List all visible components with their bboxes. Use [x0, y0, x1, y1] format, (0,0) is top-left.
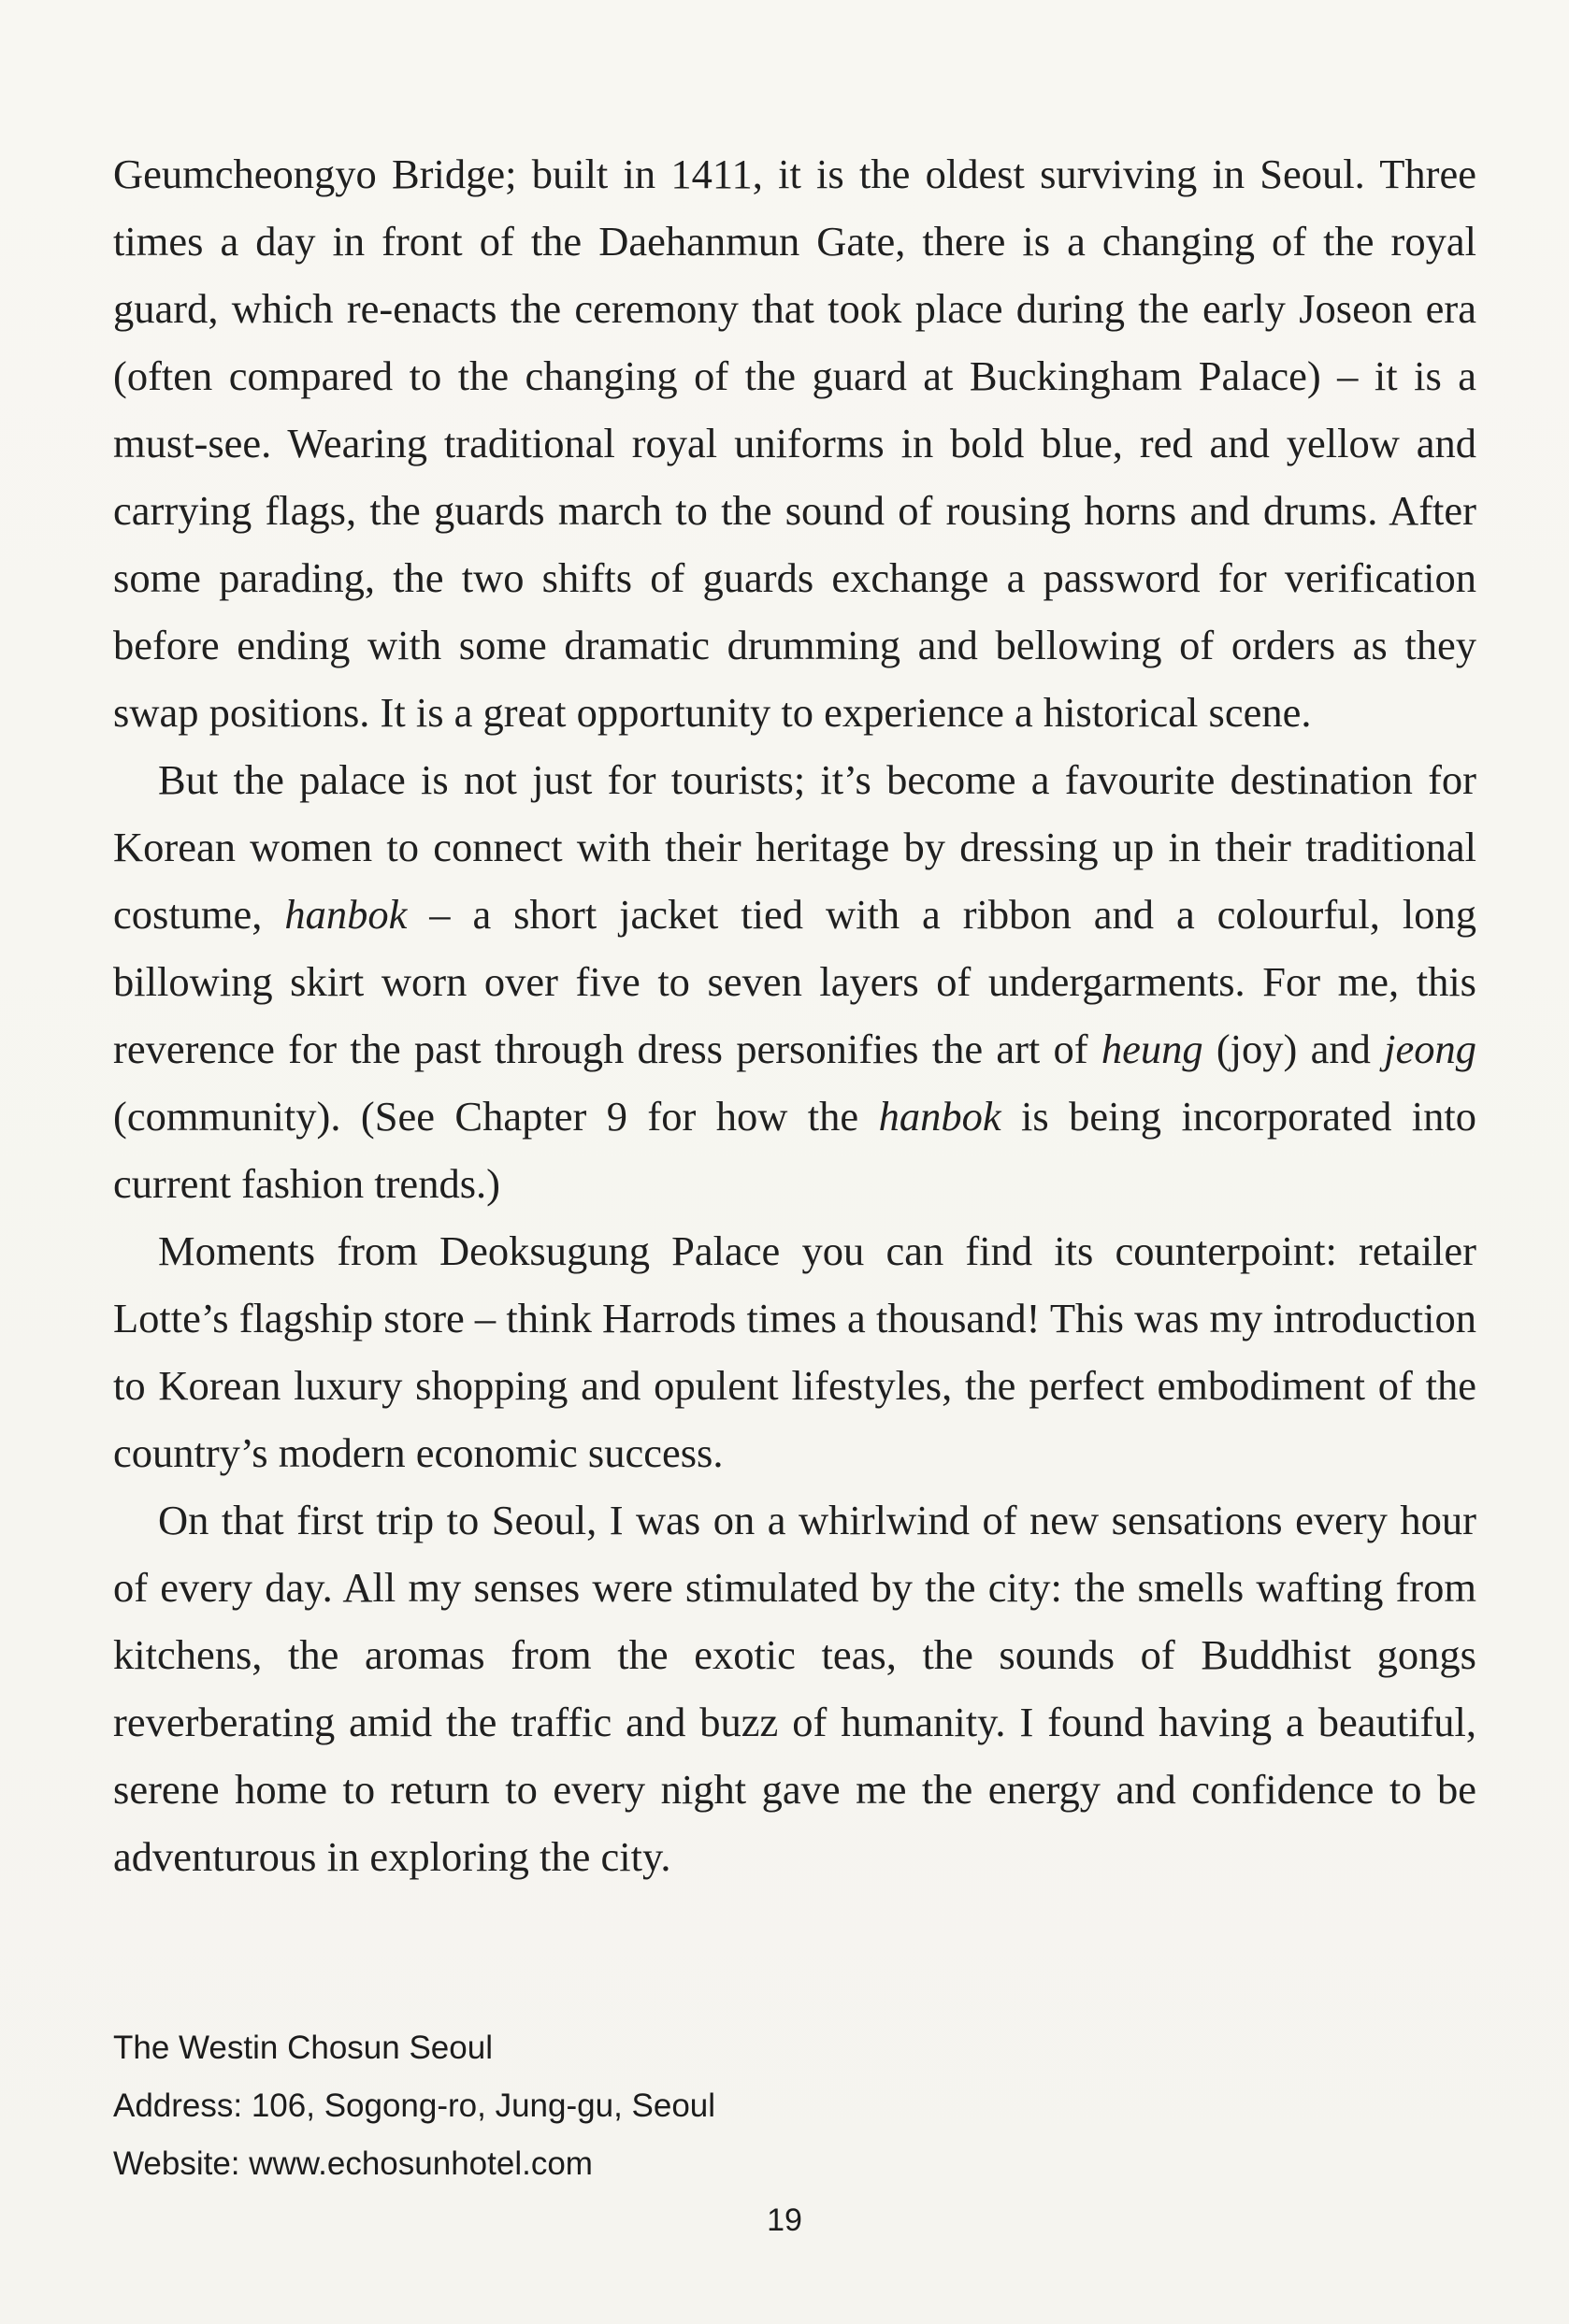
text-segment: Moments from Deoksugung Palace you can find its counterpoint: retailer Lotte’s flagship store – think Harrods times a thousand! This was my introduction to Korean luxury shopping and opulent lifestyles, the perfect embodiment of the country’s modern economic success. — [113, 1227, 1476, 1476]
italic-term: jeong — [1384, 1026, 1476, 1072]
italic-term: heung — [1101, 1026, 1203, 1072]
text-segment: Geumcheongyo Bridge; built in 1411, it is the oldest surviving in Seoul. Three times a day in front of the Daehanmun Gate, there is a changing of the royal guard, which re-enacts the ceremony that took place during the early Joseon era (often compared to the changing of the guard at Buckingham Palace) – it is a must-see. Wearing traditional royal uniforms in bold blue, red and yellow and carrying flags, the guards march to the sound of rousing horns and drums. After some parading, the two shifts of guards exchange a password for verification before ending with some dramatic drumming and bellowing of orders as they swap positions. It is a great opportunity to experience a historical scene. — [113, 151, 1476, 736]
page-number: 19 — [767, 2202, 802, 2238]
paragraph — [113, 140, 1476, 746]
text-segment: is being incorporated into current fashion trends.) — [113, 1093, 1476, 1207]
hotel-website: Website: www.echosunhotel.com — [113, 2145, 593, 2182]
paragraph — [113, 1217, 1476, 1486]
text-segment: But the palace is not just for tourists; it’s become a favourite destination for Korean women to connect with their heritage by dressing up in their traditional costume, — [113, 756, 1476, 938]
body-text — [113, 140, 1476, 1890]
text-segment: On that first trip to Seoul, I was on a whirlwind of new sensations every hour of every day. All my senses were stimulated by the city: the smells wafting from kitchens, the aromas from the exotic teas, the sounds of Buddhist gongs reverberating amid the traffic and buzz of humanity. I found having a beautiful, serene home to return to every night gave me the energy and confidence to be adventurous in exploring the city. — [113, 1497, 1476, 1880]
paragraph — [113, 746, 1476, 1217]
text-segment: (joy) and — [1202, 1026, 1385, 1072]
paragraph — [113, 1486, 1476, 1890]
text-segment: – a short jacket tied with a ribbon and a colourful, long billowing skirt worn over five to seven layers of undergarments. For me, this reverence for the past through dress personifies the art of — [113, 891, 1476, 1072]
text-segment: (community). (See Chapter 9 for how the — [113, 1093, 879, 1140]
hotel-name: The Westin Chosun Seoul — [113, 2030, 493, 2066]
italic-term: hanbok — [284, 891, 408, 938]
hotel-info-block — [113, 2019, 1329, 2193]
hotel-address: Address: 106, Sogong-ro, Jung-gu, Seoul — [113, 2087, 716, 2124]
italic-term: hanbok — [878, 1093, 1001, 1140]
